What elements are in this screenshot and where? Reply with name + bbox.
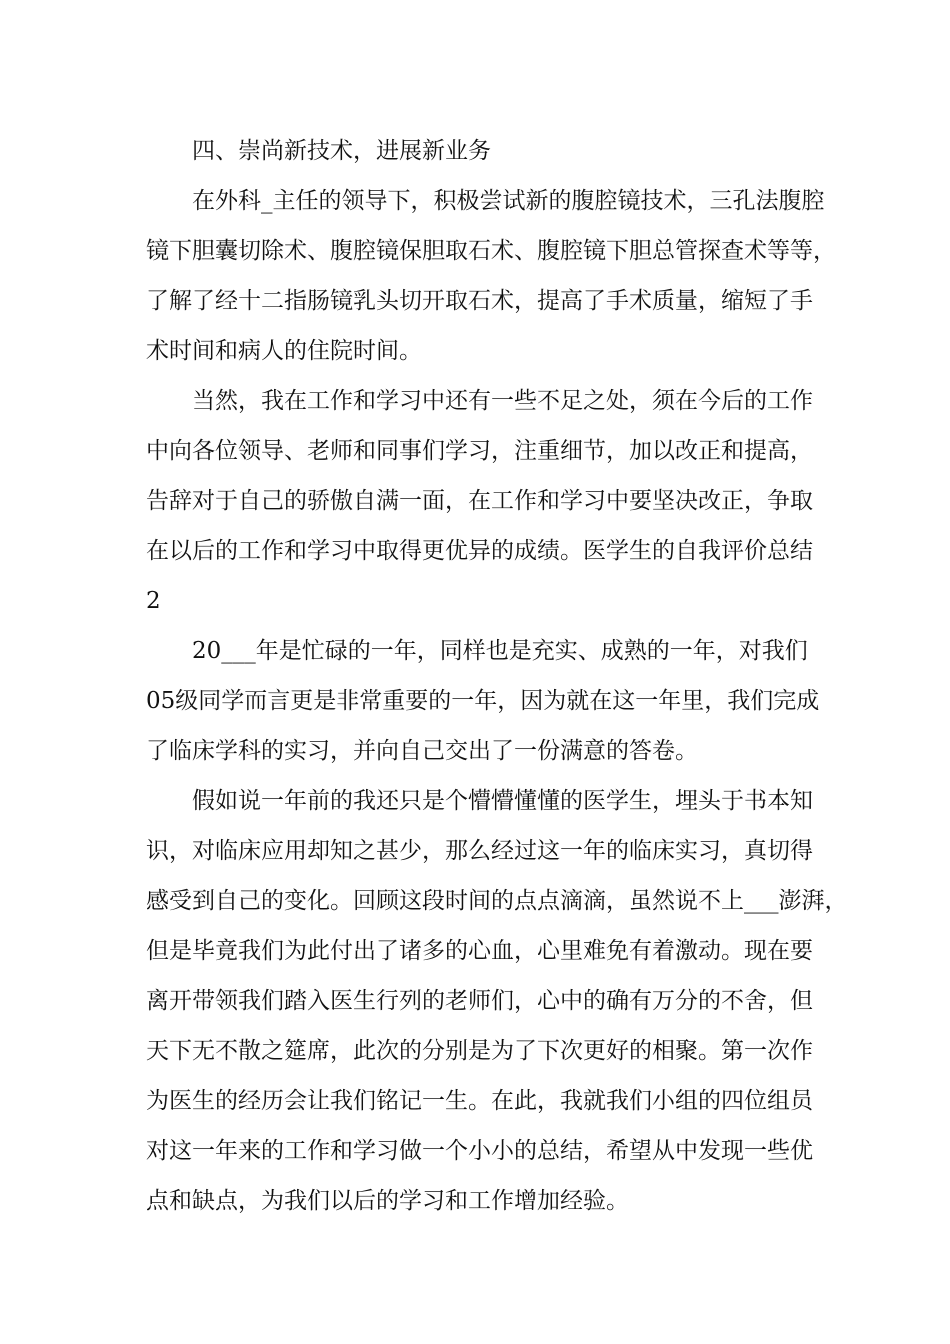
paragraph-line: 当然，我在工作和学习中还有一些不足之处，须在今后的工作 [192, 388, 813, 414]
paragraph-line: 点和缺点，为我们以后的学习和工作增加经验。 [146, 1188, 629, 1214]
paragraph-line: 天下无不散之筵席，此次的分别是为了下次更好的相聚。第一次作 [146, 1038, 813, 1064]
paragraph-line: 了解了经十二指肠镜乳头切开取石术，提高了手术质量，缩短了手 [146, 288, 813, 314]
paragraph-line: 中向各位领导、老师和同事们学习，注重细节，加以改正和提高， [146, 438, 813, 464]
paragraph-line: 在外科_主任的领导下，积极尝试新的腹腔镜技术，三孔法腹腔 [192, 188, 825, 214]
paragraph-line: 对这一年来的工作和学习做一个小小的总结，希望从中发现一些优 [146, 1138, 813, 1164]
paragraph-line: 2 [146, 588, 161, 614]
paragraph-line: 镜下胆囊切除术、腹腔镜保胆取石术、腹腔镜下胆总管探查术等等， [146, 238, 836, 264]
paragraph-line: 告辞对于自己的骄傲自满一面，在工作和学习中要坚决改正，争取 [146, 488, 813, 514]
section-heading: 四、崇尚新技术，进展新业务 [192, 138, 491, 164]
paragraph-line: 但是毕竟我们为此付出了诸多的心血，心里难免有着激动。现在要 [146, 938, 813, 964]
paragraph-line: 05级同学而言更是非常重要的一年，因为就在这一年里，我们完成 [146, 688, 820, 714]
paragraph-line: 为医生的经历会让我们铭记一生。在此，我就我们小组的四位组员 [146, 1088, 813, 1114]
paragraph-line: 识，对临床应用却知之甚少，那么经过这一年的临床实习，真切得 [146, 838, 813, 864]
paragraph-line: 假如说一年前的我还只是个懵懵懂懂的医学生，埋头于书本知 [192, 788, 813, 814]
paragraph-line: 感受到自己的变化。回顾这段时间的点点滴滴，虽然说不上___澎湃， [146, 888, 848, 914]
paragraph-line: 离开带领我们踏入医生行列的老师们，心中的确有万分的不舍，但 [146, 988, 813, 1014]
paragraph-line: 在以后的工作和学习中取得更优异的成绩。医学生的自我评价总结 [146, 538, 813, 564]
paragraph-line: 术时间和病人的住院时间。 [146, 338, 422, 364]
paragraph-line: 了临床学科的实习，并向自己交出了一份满意的答卷。 [146, 738, 698, 764]
paragraph-line: 20___年是忙碌的一年，同样也是充实、成熟的一年，对我们 [192, 638, 808, 664]
